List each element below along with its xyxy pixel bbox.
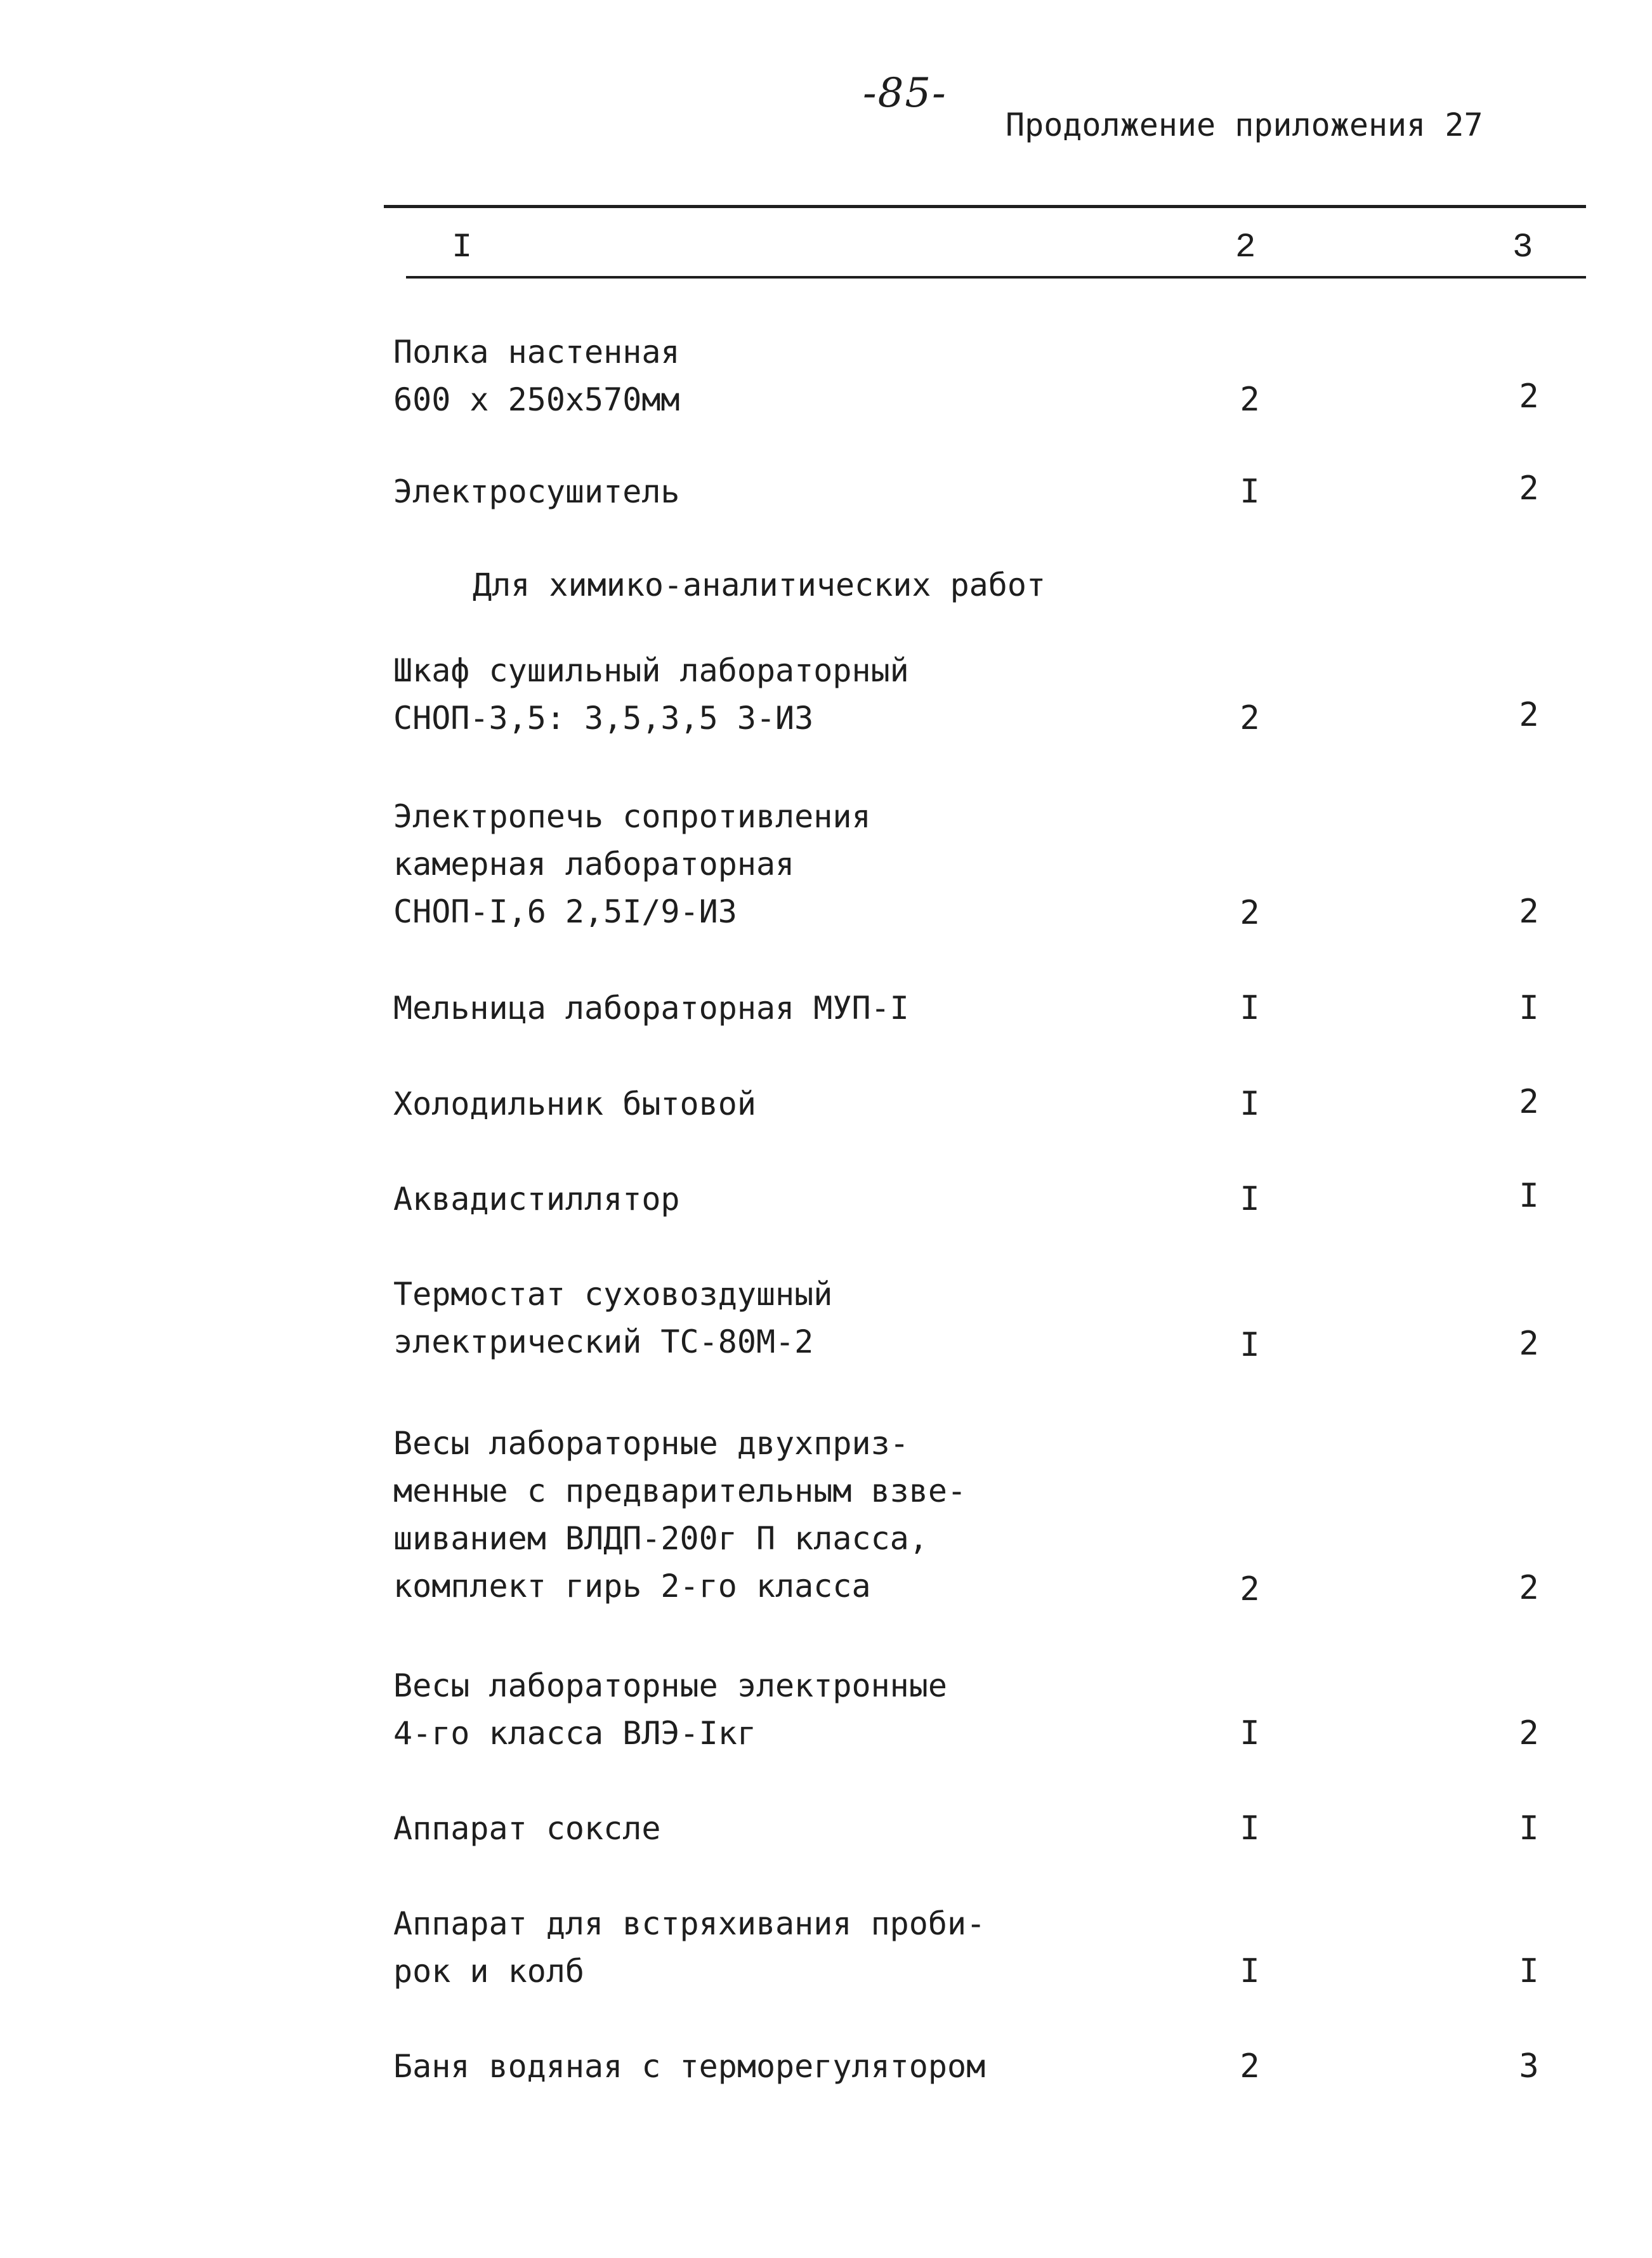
item-col2: I — [1240, 1326, 1260, 1364]
item-name: Аппарат для встряхивания проби- рок и колб — [393, 1905, 986, 1990]
item-col3: 2 — [1519, 1714, 1539, 1752]
item-col3: 2 — [1519, 893, 1539, 931]
item-name: Аквадистиллятор — [393, 1181, 680, 1218]
item-col3: I — [1519, 989, 1539, 1027]
item-col2: I — [1240, 1952, 1260, 1990]
item-name: Шкаф сушильный лабораторный СНОП-3,5: 3,5,3,5 3-ИЗ — [393, 652, 909, 737]
item-col3: 2 — [1519, 1569, 1539, 1607]
item-col3: 2 — [1519, 1083, 1539, 1121]
item-col2: I — [1240, 473, 1260, 511]
item-col3: I — [1519, 1952, 1539, 1990]
item-name: Весы лабораторные электронные 4-го класса ВЛЭ-Iкг — [393, 1667, 947, 1752]
item-name: Баня водяная с терморегулятором — [393, 2048, 986, 2085]
item-col2: I — [1240, 1085, 1260, 1123]
item-name: Электропечь сопротивления камерная лабораторная СНОП-I,6 2,5I/9-ИЗ — [393, 798, 871, 930]
item-col2: 2 — [1240, 894, 1260, 932]
item-col3: 3 — [1519, 2047, 1539, 2085]
page-number: -85- — [863, 70, 947, 117]
item-name: Электросушитель — [393, 473, 680, 510]
item-col2: I — [1240, 1809, 1260, 1848]
continuation-label: Продолжение приложения 27 — [1006, 107, 1483, 143]
item-name: Аппарат соксле — [393, 1810, 661, 1847]
item-col3: I — [1519, 1809, 1539, 1848]
item-col2: 2 — [1240, 1570, 1260, 1608]
item-col3: 2 — [1519, 696, 1539, 734]
item-col2: I — [1240, 1180, 1260, 1218]
item-name: Термостат суховоздушный электрический ТС-80М-2 — [393, 1276, 833, 1360]
section-heading: Для химико-аналитических работ — [473, 567, 1046, 603]
item-col3: 2 — [1519, 377, 1539, 416]
item-col3: I — [1519, 1177, 1539, 1215]
item-col3: 2 — [1519, 469, 1539, 508]
column-header-1: I — [452, 228, 473, 267]
item-name: Холодильник бытовой — [393, 1086, 756, 1122]
item-col2: 2 — [1240, 699, 1260, 737]
item-name: Полка настенная 600 х 250х570мм — [393, 334, 680, 418]
item-col2: I — [1240, 989, 1260, 1027]
item-col2: 2 — [1240, 2047, 1260, 2085]
column-header-3: 3 — [1512, 228, 1533, 267]
item-col3: 2 — [1519, 1325, 1539, 1363]
item-col2: 2 — [1240, 381, 1260, 419]
item-col2: I — [1240, 1714, 1260, 1752]
column-header-2: 2 — [1235, 228, 1256, 267]
item-name: Мельница лабораторная МУП-I — [393, 990, 909, 1027]
item-name: Весы лабораторные двухприз- менные с предварительным взве- шиванием ВЛДП-200г П класса, комплект гирь 2-го класса — [393, 1425, 967, 1605]
